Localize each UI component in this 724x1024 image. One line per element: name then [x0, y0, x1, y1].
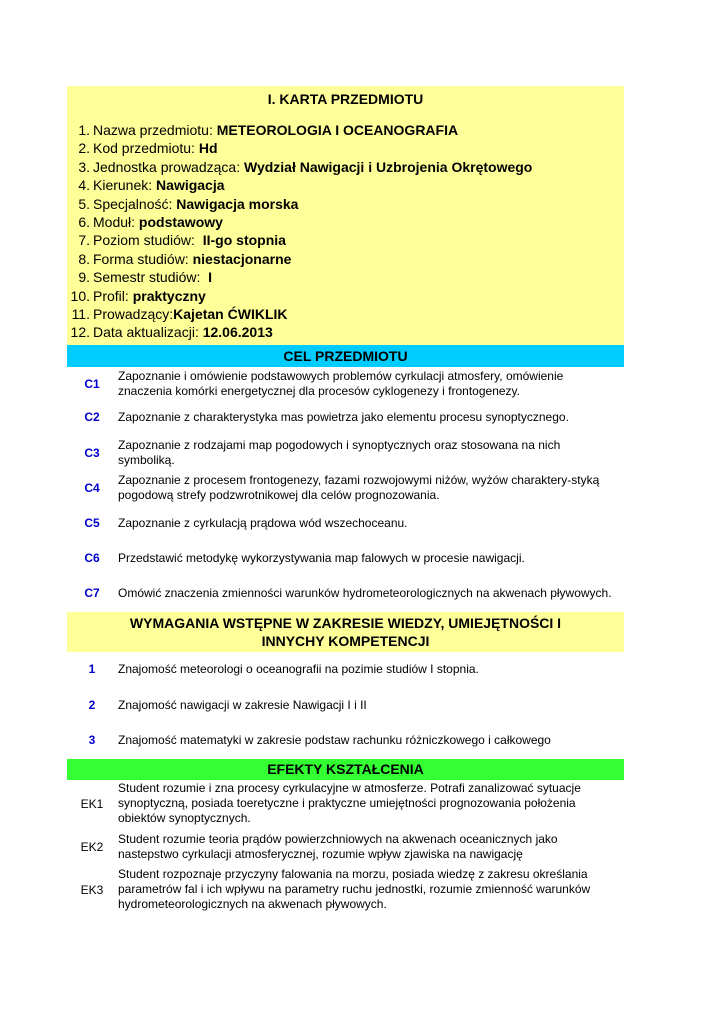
karta-item	[67, 287, 624, 305]
efekty-code: EK3	[80, 882, 104, 897]
item-value: II-go stopnia	[202, 232, 286, 249]
item-value: Nawigacja	[156, 177, 225, 194]
efekty-row	[67, 832, 624, 862]
item-label: Poziom studiów:	[93, 232, 195, 249]
karta-list	[67, 121, 624, 342]
item-number: 8.	[78, 250, 90, 267]
wymagania-row	[67, 696, 624, 714]
wymagania-title-line2: INNYCHY KOMPETENCJI	[261, 633, 430, 649]
item-value: METEOROLOGIA I OCEANOGRAFIA	[216, 122, 459, 138]
karta-item	[67, 176, 624, 194]
karta-item	[67, 231, 624, 249]
cel-row	[67, 550, 624, 566]
karta-item	[67, 323, 624, 341]
karta-przedmiotu-section	[67, 86, 624, 345]
karta-item	[67, 268, 624, 286]
item-number: 1.	[78, 122, 90, 138]
karta-item	[67, 305, 624, 323]
efekty-code: EK1	[80, 796, 104, 811]
wymagania-code: 2	[88, 698, 96, 712]
wymagania-title-line1: WYMAGANIA WSTĘPNE W ZAKRESIE WIEDZY, UMIEJĘTNOŚCI I	[129, 615, 562, 631]
efekty-text: Student rozumie i zna procesy cyrkulacyjne w atmosferze. Potrafi zanalizować sytuacje synoptyczną, posiada toeretyczne i praktyczne umiejętności prognozowania położenia obiektów synoptycznych.	[118, 781, 581, 825]
karta-item	[67, 139, 624, 157]
item-number: 10.	[70, 287, 90, 304]
item-value: podstawowy	[138, 213, 223, 230]
item-number: 12.	[70, 324, 90, 341]
cel-code: C2	[84, 410, 100, 424]
item-number: 5.	[78, 195, 90, 212]
item-value: Hd	[198, 140, 218, 157]
item-value: Kajetan ĆWIKLIK	[173, 305, 288, 322]
item-label: Semestr studiów:	[93, 269, 201, 286]
item-number: 3.	[78, 158, 90, 175]
cel-row	[67, 515, 624, 531]
efekty-text: Student rozumie teoria prądów powierzchniowych na akwenach oceanicznych jako nastepstwo cyrkulacji atmosferycznej, rozumie wpływ zjawiska na nawigację	[118, 832, 558, 861]
cel-code: C7	[84, 586, 100, 600]
karta-title: I. KARTA PRZEDMIOTU	[267, 91, 424, 107]
item-number: 9.	[78, 269, 90, 286]
item-value: Nawigacja morska	[176, 195, 299, 212]
cel-text: Zapoznanie z procesem frontogenezy, fazami rozwojowymi niżów, wyżów charaktery-styką pogodową strefy podzwrotnikowej dla celów prognozowania.	[118, 473, 600, 502]
wymagania-row	[67, 660, 624, 678]
cel-code: C5	[84, 516, 100, 530]
efekty-text: Student rozpoznaje przyczyny falowania na morzu, posiada wiedzę z zakresu określania parametrów fal i ich wpływu na parametry ruchu jednostki, rozumie zmienność warunków hydrometeorologicznych na akwenach pływowych.	[118, 867, 591, 911]
karta-item	[67, 213, 624, 231]
cel-row	[67, 409, 624, 425]
karta-item	[67, 250, 624, 268]
cel-code: C6	[84, 551, 100, 565]
item-number: 2.	[78, 140, 90, 157]
wymagania-text: Znajomość nawigacji w zakresie Nawigacji I i II	[118, 697, 367, 712]
item-value: praktyczny	[132, 287, 206, 304]
cel-row	[67, 438, 624, 468]
cel-przedmiotu-header: CEL PRZEDMIOTU	[67, 345, 624, 367]
cel-row	[67, 473, 624, 503]
efekty-row	[67, 867, 624, 912]
efekty-header: EFEKTY KSZTAŁCENIA	[67, 759, 624, 780]
item-value: I	[208, 269, 213, 286]
cel-text: Zapoznanie z charakterystyka mas powietrza jako elementu procesu synoptycznego.	[118, 409, 569, 424]
karta-item	[67, 158, 624, 176]
cel-text: Zapoznanie i omówienie podstawowych problemów cyrkulacji atmosfery, omówienie znaczenia komórki energetycznej dla procesów cyklogenezy i frontogenezy.	[118, 369, 564, 398]
cel-code: C3	[84, 446, 100, 460]
item-label: Kierunek:	[93, 177, 153, 194]
wymagania-code: 1	[88, 662, 96, 676]
item-number: 4.	[78, 177, 90, 194]
item-label: Profil:	[93, 287, 129, 304]
item-label: Data aktualizacji:	[93, 324, 199, 341]
item-label: Specjalność:	[93, 195, 173, 212]
item-label: Kod przedmiotu:	[93, 140, 195, 157]
efekty-code: EK2	[80, 840, 104, 854]
item-number: 11.	[71, 305, 90, 322]
cel-row	[67, 369, 624, 399]
cel-code: C4	[84, 481, 100, 495]
item-number: 7.	[78, 232, 90, 249]
cel-text: Przedstawić metodykę wykorzystywania map falowych w procesie nawigacji.	[118, 550, 525, 565]
wymagania-text: Znajomość matematyki w zakresie podstaw rachunku różniczkowego i całkowego	[118, 732, 551, 747]
item-label: Nazwa przedmiotu:	[93, 122, 213, 138]
cel-text: Zapoznanie z rodzajami map pogodowych i synoptycznych oraz stosowana na nich symboliką.	[118, 438, 561, 467]
item-label: Forma studiów:	[93, 250, 189, 267]
item-number: 6.	[78, 213, 90, 230]
item-value: Wydział Nawigacji i Uzbrojenia Okrętowego	[243, 158, 533, 175]
item-label: Moduł:	[93, 213, 136, 230]
wymagania-text: Znajomość meteorologi o oceanografii na pozimie studiów I stopnia.	[118, 661, 479, 676]
karta-item	[67, 195, 624, 213]
wymagania-row	[67, 731, 624, 749]
cel-text: Zapoznanie z cyrkulacją prądowa wód wszechoceanu.	[118, 515, 408, 530]
item-value: 12.06.2013	[202, 324, 273, 341]
cel-text: Omówić znaczenia zmienności warunków hydrometeorologicznych na akwenach pływowych.	[118, 585, 612, 600]
item-label: Prowadzący:	[93, 305, 174, 322]
efekty-row	[67, 781, 624, 826]
karta-item	[67, 121, 624, 139]
wymagania-code: 3	[88, 733, 96, 747]
wymagania-header	[67, 612, 624, 652]
item-label: Jednostka prowadząca:	[93, 158, 241, 175]
cel-code: C1	[84, 377, 100, 391]
cel-row	[67, 585, 624, 601]
item-value: niestacjonarne	[192, 250, 292, 267]
